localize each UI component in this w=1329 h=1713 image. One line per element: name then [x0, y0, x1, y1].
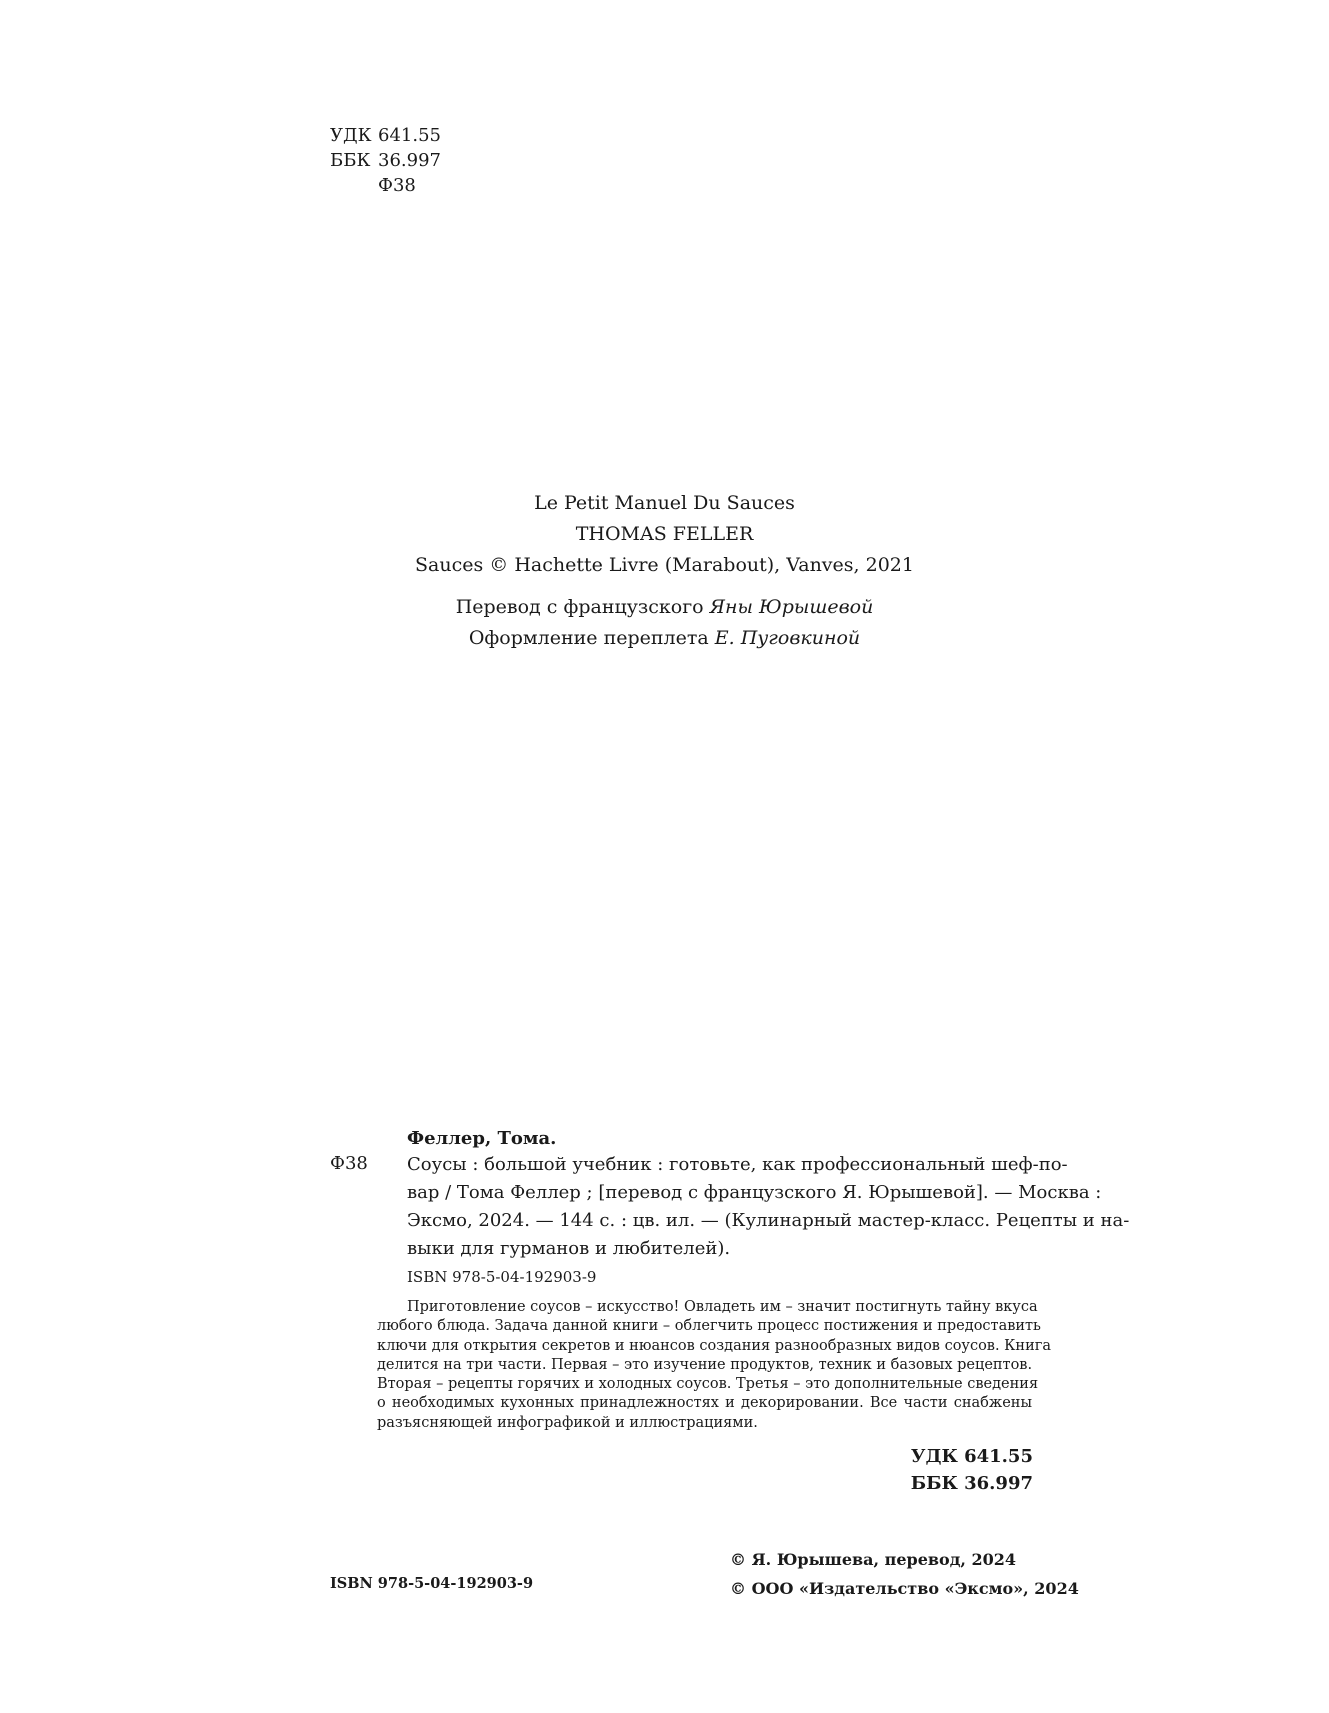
bbk-value: 36.997 — [378, 150, 441, 171]
cover-prefix: Оформление переплета — [468, 627, 715, 649]
record-author-heading: Феллер, Тома. — [407, 1128, 557, 1149]
translation-credit — [0, 592, 1329, 623]
annotation-line: Вторая – рецепты горячих и холодных соусов. Третья – это дополнительные сведения — [377, 1376, 1039, 1393]
bbk-label: ББК — [330, 150, 371, 171]
record-annotation — [377, 1298, 1051, 1433]
record-description — [407, 1151, 1130, 1263]
cover-credit — [0, 623, 1329, 654]
copyright-translation: © Я. Юрышева, перевод, 2024 — [730, 1550, 1017, 1569]
annotation-line: о необходимых кухонных принадлежностях и декорировании. Все части снабжены — [377, 1395, 1032, 1412]
classification-block — [330, 123, 441, 198]
original-title: Le Petit Manuel Du Sauces — [534, 492, 795, 514]
record-udk: УДК 641.55 — [910, 1446, 1033, 1467]
bbk-row — [330, 148, 441, 173]
translation-prefix: Перевод с французского — [455, 596, 710, 618]
annotation-line: любого блюда. Задача данной книги – облегчить процесс постижения и предоставить — [377, 1318, 1041, 1335]
original-copyright: Sauces © Hachette Livre (Marabout), Vanves, 2021 — [415, 554, 914, 576]
translator-name: Яны Юрышевой — [709, 596, 874, 618]
record-author-sign: Ф38 — [330, 1153, 368, 1174]
description-line: выки для гурманов и любителей). — [407, 1238, 731, 1259]
credits-block — [0, 592, 1329, 654]
description-line: Эксмо, 2024. — 144 с. : цв. ил. — (Кулинарный мастер-класс. Рецепты и на- — [407, 1210, 1130, 1231]
cover-designer-name: Е. Пуговкиной — [714, 627, 861, 649]
annotation-line: делится на три части. Первая – это изучение продуктов, техник и базовых рецептов. — [377, 1356, 1033, 1373]
author-sign-row — [330, 173, 441, 198]
record-bbk: ББК 36.997 — [910, 1473, 1033, 1494]
footer-copyright — [730, 1545, 1079, 1603]
udk-label: УДК — [330, 125, 372, 146]
footer-isbn: ISBN 978-5-04-192903-9 — [330, 1575, 534, 1592]
annotation-line: разъясняющей инфографикой и иллюстрациями. — [377, 1414, 758, 1431]
description-line: Соусы : большой учебник : готовьте, как профессиональный шеф-по- — [407, 1154, 1068, 1175]
author-sign: Ф38 — [378, 175, 416, 196]
record-classification — [880, 1443, 1033, 1497]
description-line: вар / Тома Феллер ; [перевод с французского Я. Юрышевой]. — Москва : — [407, 1182, 1102, 1203]
record-isbn: ISBN 978-5-04-192903-9 — [407, 1268, 597, 1286]
copyright-publisher: © ООО «Издательство «Эксмо», 2024 — [730, 1579, 1079, 1598]
udk-value: 641.55 — [378, 125, 441, 146]
annotation-line: Приготовление соусов – искусство! Овладеть им – значит постигнуть тайну вкуса — [407, 1299, 1038, 1315]
original-author: THOMAS FELLER — [575, 523, 754, 545]
annotation-line: ключи для открытия секретов и нюансов создания разнообразных видов соусов. Книга — [377, 1337, 1051, 1354]
udk-row — [330, 123, 441, 148]
original-edition-block — [0, 488, 1329, 581]
